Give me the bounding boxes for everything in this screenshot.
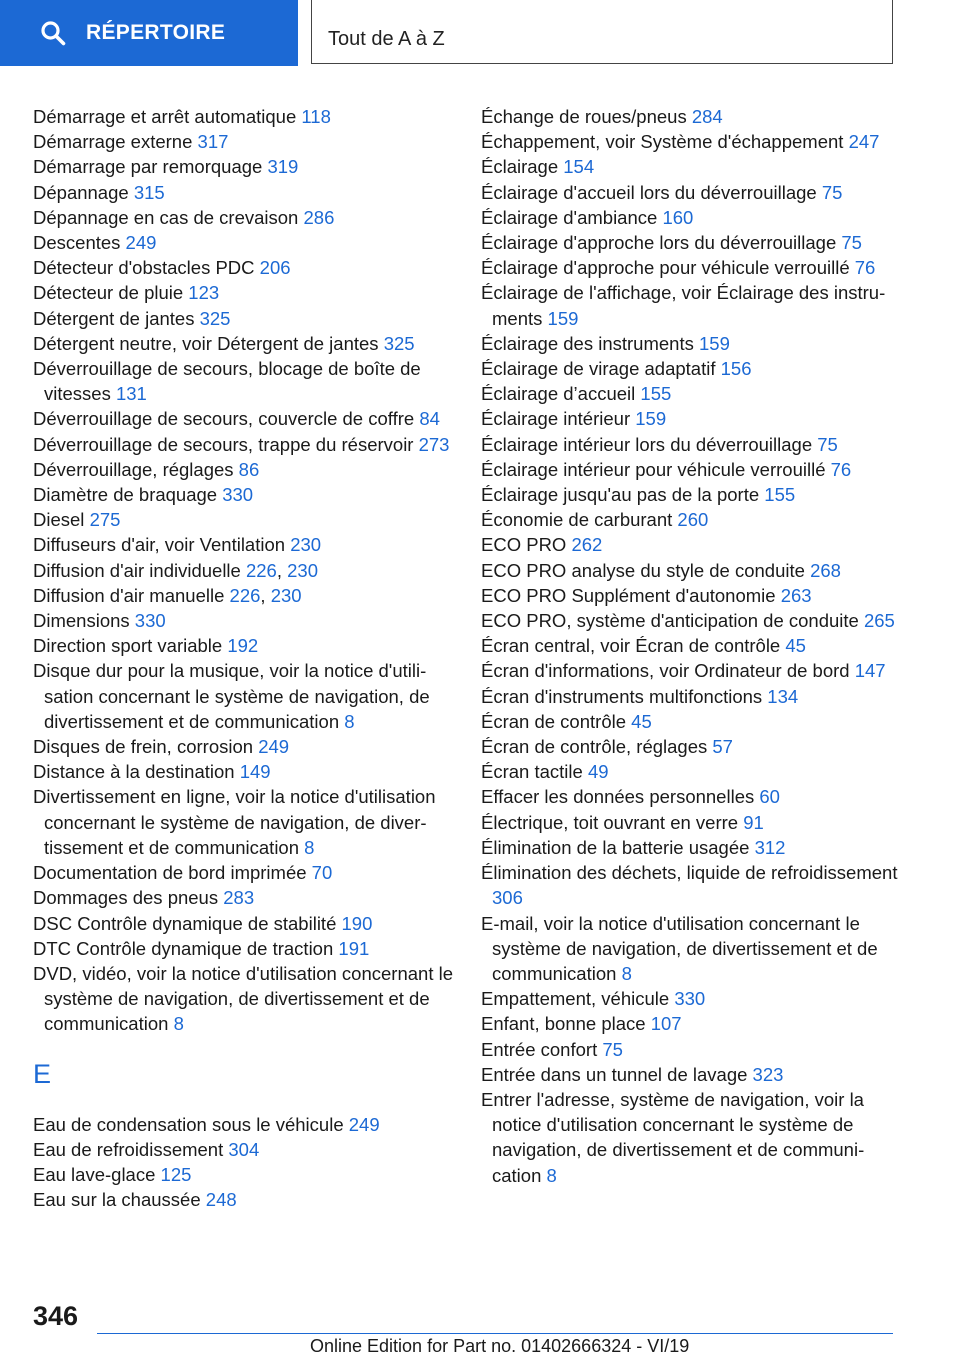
index-entry-text: Direction sport variable — [33, 635, 228, 657]
index-entry-text: Diffusion d'air individuelle — [33, 559, 246, 581]
edition-footer: Online Edition for Part no. 01402666324 - VI/19 — [310, 1336, 690, 1356]
index-entry-text: Économie de carburant — [481, 509, 678, 531]
page-reference-link[interactable]: 160 — [662, 206, 694, 228]
index-entry — [481, 810, 901, 835]
index-entry-text: Entrée dans un tunnel de lavage — [481, 1063, 753, 1085]
index-entry — [33, 432, 453, 457]
index-entry — [33, 961, 453, 1037]
page-reference-link[interactable]: 159 — [547, 307, 579, 329]
page-reference-link[interactable]: 262 — [571, 534, 603, 556]
page-reference-link[interactable]: 330 — [674, 988, 706, 1010]
index-entry-text: Éclairage d'accueil lors du déverrouillage — [481, 181, 822, 203]
index-tab-button[interactable] — [0, 0, 298, 66]
index-entry-text: Écran d'informations, voir Ordinateur de bord — [481, 660, 855, 682]
index-entry-text: DVD, vidéo, voir la notice d'utilisation concernant le système de navigation, de divertissement et de communication — [33, 962, 453, 1035]
index-entry-text: Disques de frein, corrosion — [33, 736, 259, 758]
index-list-right — [481, 104, 901, 1188]
page-reference-link[interactable]: 155 — [764, 484, 796, 506]
page-reference-link[interactable]: 123 — [188, 282, 220, 304]
index-entry-text: Déverrouillage de secours, blocage de boîte de vitesses — [33, 358, 421, 405]
page-reference-link[interactable]: 149 — [239, 761, 271, 783]
index-entry-text: Écran de contrôle, réglages — [481, 736, 713, 758]
page-reference-link[interactable]: 45 — [785, 635, 806, 657]
index-entry — [33, 306, 453, 331]
page-reference-link[interactable]: 75 — [821, 181, 843, 203]
page-reference-link[interactable]: 283 — [223, 887, 255, 909]
index-entry — [33, 532, 453, 557]
index-entry — [33, 734, 453, 759]
index-entry — [33, 457, 453, 482]
index-entry — [481, 1062, 901, 1087]
index-entry — [33, 1112, 453, 1137]
index-entry-text: Distance à la destination — [33, 761, 240, 783]
page-reference-link[interactable]: 315 — [133, 181, 165, 203]
index-entry — [481, 280, 901, 330]
page-reference-link[interactable]: 134 — [767, 685, 799, 707]
index-entry-text: Déverrouillage de secours, couvercle de coffre — [33, 408, 420, 430]
index-entry — [481, 230, 901, 255]
index-entry-text: Enfant, bonne place — [481, 1013, 651, 1035]
page-reference-link[interactable]: 284 — [691, 106, 723, 127]
page-reference-link[interactable]: 75 — [602, 1038, 623, 1060]
index-entry-text: Eau de refroidissement — [33, 1138, 229, 1160]
index-entry — [481, 709, 901, 734]
index-entry-text: Descentes — [33, 232, 126, 254]
index-entry — [481, 784, 901, 809]
index-entry-text: Eau de condensation sous le véhicule — [33, 1113, 349, 1135]
index-entry-text: Éclairage intérieur — [481, 408, 636, 430]
index-entry-text: Diffuseurs d'air, voir Ventilation — [33, 534, 291, 556]
page-reference-link[interactable]: 70 — [311, 862, 333, 884]
index-entry — [33, 1187, 453, 1212]
index-entry-text: Empattement, véhicule — [481, 988, 675, 1010]
index-entry — [481, 1087, 901, 1188]
index-entry — [481, 734, 901, 759]
index-entry-text: Eau lave-glace — [33, 1163, 161, 1185]
index-entry — [33, 860, 453, 885]
index-entry — [481, 180, 901, 205]
index-entry-text: Documentation de bord imprimée — [33, 862, 312, 884]
index-entry — [481, 381, 901, 406]
page-reference-link[interactable]: 273 — [418, 433, 450, 455]
index-entry — [33, 885, 453, 910]
index-entry — [33, 608, 453, 633]
page-reference-link[interactable]: 147 — [854, 660, 886, 682]
page-reference-link[interactable]: 8 — [546, 1164, 557, 1186]
index-entry-text: ECO PRO — [481, 534, 572, 556]
index-entry — [481, 154, 901, 179]
index-entry-text: Démarrage par remorquage — [33, 156, 268, 178]
index-entry — [481, 608, 901, 633]
index-entry-text: Échappement, voir Système d'échappement — [481, 131, 849, 153]
index-entry-text: Déverrouillage, réglages — [33, 458, 239, 480]
index-entry-text: Diesel — [33, 509, 90, 531]
page-reference-link[interactable]: 159 — [699, 332, 730, 354]
page-reference-link[interactable]: 268 — [810, 559, 841, 581]
index-entry — [33, 784, 453, 860]
page-reference-link[interactable]: 75 — [841, 232, 862, 254]
page-reference-link[interactable]: 155 — [640, 383, 672, 405]
chapter-title: Tout de A à Z — [328, 28, 445, 50]
index-entry-text: Dimensions — [33, 610, 135, 632]
index-entry — [33, 255, 453, 280]
index-entry — [481, 835, 901, 860]
page-reference-link[interactable]: 76 — [830, 458, 852, 480]
index-entry — [33, 154, 453, 179]
index-entry — [481, 482, 901, 507]
page-reference-link[interactable]: 286 — [303, 206, 335, 228]
index-entry-text: ECO PRO Supplément d'autonomie — [481, 584, 781, 606]
index-entry-text: Éclairage de l'affichage, voir Éclairage des instruments — [481, 282, 886, 329]
index-entry — [481, 104, 901, 129]
index-entry — [33, 936, 453, 961]
page-reference-link[interactable]: 275 — [89, 509, 121, 531]
page-reference-link[interactable]: 57 — [712, 736, 733, 758]
index-list-left-after — [33, 1112, 453, 1213]
index-entry-text: Dommages des pneus — [33, 887, 224, 909]
index-entry-text: Éclairage intérieur pour véhicule verrouillé — [481, 458, 831, 480]
index-entry — [481, 532, 901, 557]
page-reference-link[interactable]: 8 — [621, 962, 632, 984]
page-reference-link[interactable]: 330 — [134, 610, 166, 632]
page-reference-link[interactable]: 60 — [759, 786, 780, 808]
index-entry-text: E-mail, voir la notice d'utilisation concernant le système de navigation, de divertissement et de communication — [481, 912, 878, 984]
page-reference-link[interactable]: 8 — [173, 1013, 184, 1035]
index-entry-text: Divertissement en ligne, voir la notice d'utilisation concernant le système de navigation, de divertissement et de communication — [33, 786, 436, 858]
index-entry-text: Élimination des déchets, liquide de refroidissement — [481, 862, 898, 884]
page-reference-link[interactable]: 131 — [115, 383, 147, 405]
page-reference-link[interactable]: 265 — [863, 610, 895, 632]
index-entry: Diffusion d'air individuelle 226, 230 — [33, 559, 319, 581]
index-entry — [481, 205, 901, 230]
index-entry-text: Éclairage — [481, 156, 564, 178]
page-reference-link[interactable]: 263 — [780, 584, 812, 606]
index-entry — [33, 482, 453, 507]
page-reference-link[interactable]: 190 — [341, 912, 373, 934]
index-entry — [33, 658, 453, 734]
index-entry-text: Détergent neutre, voir Détergent de jantes — [33, 332, 384, 354]
index-entry-text: Électrique, toit ouvrant en verre — [481, 811, 744, 833]
index-entry — [481, 1037, 901, 1062]
index-entry — [481, 860, 901, 910]
index-entry — [33, 280, 453, 305]
chapter-title-box — [311, 0, 893, 64]
index-entry-text: Écran d'instruments multifonctions — [481, 685, 768, 707]
index-entry-text: Éclairage des instruments — [481, 332, 699, 354]
page-reference-link[interactable]: 260 — [677, 509, 709, 531]
index-entry — [481, 558, 901, 583]
index-entry-text: Dépannage — [33, 181, 134, 203]
index-entry — [33, 356, 453, 406]
index-entry-text: Éclairage d'approche lors du déverrouillage — [481, 232, 842, 254]
page-reference-link[interactable]: 325 — [383, 332, 415, 354]
page-number: 346 — [33, 1301, 79, 1331]
page-reference-link[interactable]: 249 — [348, 1113, 380, 1135]
index-entry — [33, 205, 453, 230]
index-entry-text: Éclairage intérieur lors du déverrouillage — [481, 433, 818, 455]
index-entry — [481, 406, 901, 431]
page-reference-link[interactable]: 206 — [259, 257, 291, 279]
index-entry — [33, 507, 453, 532]
index-entry — [481, 684, 901, 709]
index-entry — [33, 911, 453, 936]
page-reference-link[interactable]: 107 — [650, 1013, 682, 1035]
index-entry-text: Dépannage en cas de crevaison — [33, 206, 304, 228]
index-entry — [481, 432, 901, 457]
index-entry — [481, 356, 901, 381]
page-reference-link[interactable]: 84 — [419, 408, 440, 430]
index-entry-text: Éclairage d’accueil — [481, 383, 641, 405]
index-entry-text: Écran tactile — [481, 761, 588, 783]
index-entry — [33, 1137, 453, 1162]
index-entry-text: Entrer l'adresse, système de navigation, voir la notice d'utilisation concernant le système de navigation, de divertissement et de communication — [481, 1088, 865, 1186]
page-reference-link[interactable]: 319 — [267, 156, 299, 178]
index-column-left — [33, 104, 453, 1212]
index-entry-text: Eau sur la chaussée — [33, 1189, 206, 1211]
index-entry-text: Entrée confort — [481, 1038, 603, 1060]
index-entry — [481, 583, 901, 608]
page-reference-link[interactable]: 75 — [817, 433, 838, 455]
page-reference-link[interactable]: 154 — [563, 156, 595, 178]
index-entry — [481, 911, 901, 987]
index-entry-text: Démarrage et arrêt automatique — [33, 106, 302, 127]
index-entry-text: Effacer les données personnelles — [481, 786, 760, 808]
index-entry-text: ECO PRO, système d'anticipation de conduite — [481, 610, 864, 632]
page-reference-link[interactable]: 304 — [228, 1138, 260, 1160]
page-reference-link[interactable]: 86 — [238, 458, 260, 480]
index-entry — [33, 180, 453, 205]
index-entry-text: Diffusion d'air manuelle — [33, 584, 230, 606]
index-entry-text: Démarrage externe — [33, 131, 198, 153]
index-entry — [481, 658, 901, 683]
index-entry — [481, 255, 901, 280]
page-reference-link[interactable]: 325 — [199, 307, 231, 329]
index-entry — [481, 633, 901, 658]
index-entry-text: DTC Contrôle dynamique de traction — [33, 937, 339, 959]
page-reference-link[interactable]: 192 — [227, 635, 259, 657]
index-entry — [481, 986, 901, 1011]
index-entry-text: Éclairage d'ambiance — [481, 206, 663, 228]
page-reference-link[interactable]: 118 — [301, 106, 331, 127]
page-reference-link[interactable]: 330 — [222, 484, 254, 506]
index-entry — [33, 406, 453, 431]
index-entry — [33, 1162, 453, 1187]
index-entry-text: Éclairage de virage adaptatif — [481, 358, 721, 380]
page-reference-link[interactable]: 247 — [848, 131, 880, 153]
page-reference-link[interactable]: 49 — [587, 761, 609, 783]
page-reference-link[interactable]: 249 — [125, 232, 157, 254]
index-column-right — [481, 104, 901, 1188]
page-reference-link[interactable]: 191 — [338, 937, 370, 959]
page-reference-link[interactable]: 226 — [245, 559, 277, 581]
page-reference-link[interactable]: 312 — [754, 836, 786, 858]
page-reference-link[interactable]: 91 — [743, 811, 764, 833]
index-entry-text: Diamètre de braquage — [33, 484, 223, 506]
page-reference-link[interactable]: 76 — [854, 257, 876, 279]
index-entry-text: Écran de contrôle — [481, 710, 632, 732]
footer-divider — [97, 1333, 893, 1334]
index-entry-text: DSC Contrôle dynamique de stabilité — [33, 912, 342, 934]
index-entry-text: Détecteur d'obstacles PDC — [33, 257, 260, 279]
page-reference-link[interactable]: 226 — [229, 584, 261, 606]
page-reference-link[interactable]: 248 — [205, 1189, 237, 1211]
index-entry: Diffusion d'air manuelle 226, 230 — [33, 584, 302, 606]
index-entry — [481, 759, 901, 784]
index-entry-text: Échange de roues/pneus — [481, 106, 692, 127]
index-entry-text: Détecteur de pluie — [33, 282, 189, 304]
page-reference-link[interactable]: 125 — [160, 1163, 192, 1185]
index-entry — [481, 129, 901, 154]
index-entry-text: Éclairage jusqu'au pas de la porte — [481, 484, 765, 506]
page-reference-link[interactable]: 230 — [270, 584, 302, 606]
index-entry-text: Élimination de la batterie usagée — [481, 836, 755, 858]
index-entry — [481, 1011, 901, 1036]
section-letter-heading: E — [33, 1058, 52, 1089]
page-reference-link[interactable]: 230 — [287, 559, 319, 581]
index-entry — [481, 457, 901, 482]
search-icon — [40, 20, 66, 46]
index-entry — [33, 633, 453, 658]
index-entry-text: ECO PRO analyse du style de conduite — [481, 559, 811, 581]
index-entry-text: Écran central, voir Écran de contrôle — [481, 635, 786, 657]
index-entry — [481, 331, 901, 356]
page-reference-link[interactable]: 230 — [290, 534, 322, 556]
index-entry-text: Déverrouillage de secours, trappe du réservoir — [33, 433, 419, 455]
page-reference-link[interactable]: 159 — [635, 408, 667, 430]
index-entry — [33, 104, 453, 129]
page-reference-link[interactable]: 8 — [304, 836, 315, 858]
index-entry-text: Disque dur pour la musique, voir la notice d'utilisation concernant le système de navigation, de divertissement et de communication — [33, 660, 430, 732]
index-list-left — [33, 104, 453, 1037]
index-entry — [481, 507, 901, 532]
index-tab-label: RÉPERTOIRE — [86, 21, 226, 44]
page-reference-link[interactable]: 249 — [258, 736, 290, 758]
page-reference-link[interactable]: 317 — [197, 131, 229, 153]
page-reference-link[interactable]: 306 — [492, 887, 523, 909]
index-entry — [33, 331, 453, 356]
index-entry — [33, 759, 453, 784]
page-reference-link[interactable]: 45 — [631, 710, 652, 732]
index-entry — [33, 129, 453, 154]
index-entry-text: Éclairage d'approche pour véhicule verrouillé — [481, 257, 855, 279]
index-entry — [33, 230, 453, 255]
index-entry-text: Détergent de jantes — [33, 307, 200, 329]
page-reference-link[interactable]: 156 — [720, 358, 752, 380]
page-reference-link[interactable]: 8 — [344, 710, 355, 732]
page-reference-link[interactable]: 323 — [752, 1063, 784, 1085]
